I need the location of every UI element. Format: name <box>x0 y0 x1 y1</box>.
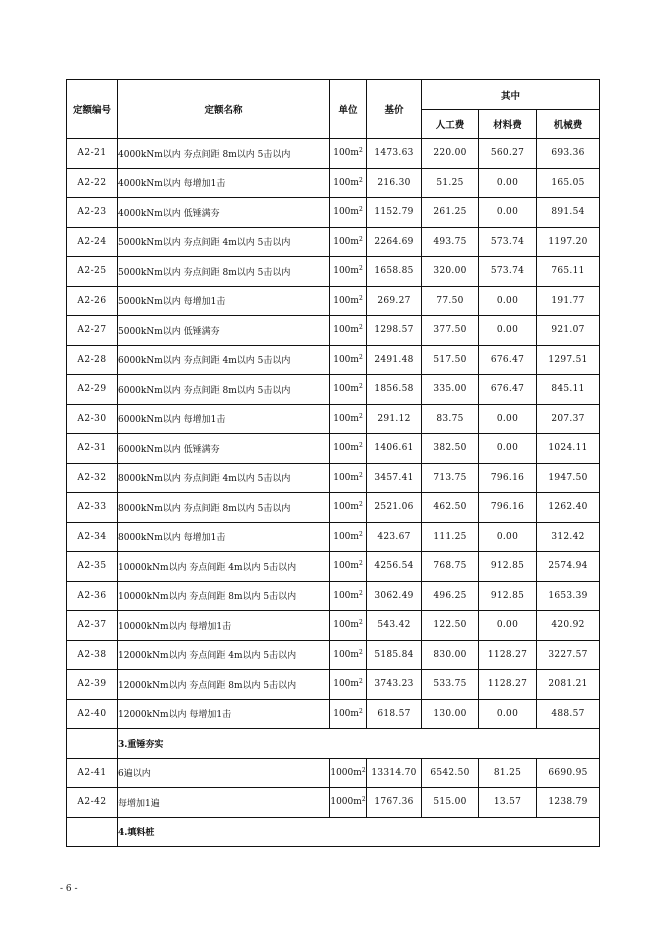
quota-code: A2-37 <box>67 611 118 641</box>
quota-code: A2-28 <box>67 345 118 375</box>
table-row <box>67 611 600 641</box>
unit-cell <box>330 345 367 375</box>
labor-cost: 77.50 <box>422 286 479 316</box>
quota-name: 6遍以内 <box>118 758 330 788</box>
unit-exponent: 2 <box>358 648 363 656</box>
table-row <box>67 463 600 493</box>
machine-cost: 420.92 <box>537 611 600 641</box>
material-cost: 796.16 <box>479 463 537 493</box>
labor-cost: 130.00 <box>422 699 479 729</box>
unit-cell <box>330 552 367 582</box>
unit-cell <box>330 611 367 641</box>
unit-exponent: 2 <box>358 442 363 450</box>
machine-cost: 2574.94 <box>537 552 600 582</box>
table-row <box>67 493 600 523</box>
labor-cost: 51.25 <box>422 168 479 198</box>
unit-exponent: 2 <box>358 324 363 332</box>
unit-value: 1000m <box>330 767 362 778</box>
section-row <box>67 729 600 759</box>
unit-value: 100m <box>333 472 359 483</box>
base-price: 2521.06 <box>367 493 422 523</box>
quota-code: A2-24 <box>67 227 118 257</box>
quota-code: A2-23 <box>67 198 118 228</box>
labor-cost: 111.25 <box>422 522 479 552</box>
base-price: 1298.57 <box>367 316 422 346</box>
table-row <box>67 522 600 552</box>
table-row <box>67 227 600 257</box>
quota-table <box>66 79 600 847</box>
table-row <box>67 345 600 375</box>
unit-cell <box>330 286 367 316</box>
unit-exponent: 2 <box>358 501 363 509</box>
machine-cost: 1297.51 <box>537 345 600 375</box>
base-price: 1152.79 <box>367 198 422 228</box>
unit-value: 100m <box>333 384 359 395</box>
material-cost: 81.25 <box>479 758 537 788</box>
unit-exponent: 2 <box>358 353 363 361</box>
unit-value: 100m <box>333 620 359 631</box>
machine-cost: 207.37 <box>537 404 600 434</box>
machine-cost: 1947.50 <box>537 463 600 493</box>
quota-code: A2-36 <box>67 581 118 611</box>
unit-value: 100m <box>333 590 359 601</box>
base-price: 269.27 <box>367 286 422 316</box>
quota-name: 6000kNm以内 每增加1击 <box>118 404 330 434</box>
unit-cell <box>330 168 367 198</box>
unit-cell <box>330 699 367 729</box>
quota-name: 4000kNm以内 每增加1击 <box>118 168 330 198</box>
unit-value: 100m <box>333 679 359 690</box>
base-price: 3457.41 <box>367 463 422 493</box>
unit-cell <box>330 316 367 346</box>
base-price: 291.12 <box>367 404 422 434</box>
base-price: 618.57 <box>367 699 422 729</box>
unit-exponent: 2 <box>358 206 363 214</box>
machine-cost: 1653.39 <box>537 581 600 611</box>
machine-cost: 891.54 <box>537 198 600 228</box>
machine-cost: 1238.79 <box>537 788 600 818</box>
material-cost: 1128.27 <box>479 640 537 670</box>
unit-value: 100m <box>333 236 359 247</box>
table-row <box>67 699 600 729</box>
quota-code: A2-34 <box>67 522 118 552</box>
unit-exponent: 2 <box>358 707 363 715</box>
table-row <box>67 552 600 582</box>
material-cost: 0.00 <box>479 699 537 729</box>
quota-code: A2-35 <box>67 552 118 582</box>
header-name: 定额名称 <box>118 80 330 139</box>
unit-cell <box>330 640 367 670</box>
machine-cost: 165.05 <box>537 168 600 198</box>
base-price: 1767.36 <box>367 788 422 818</box>
quota-code: A2-39 <box>67 670 118 700</box>
header-base-price: 基价 <box>367 80 422 139</box>
header-unit: 单位 <box>330 80 367 139</box>
material-cost: 0.00 <box>479 611 537 641</box>
unit-cell <box>330 463 367 493</box>
unit-cell <box>330 758 367 788</box>
unit-cell <box>330 198 367 228</box>
material-cost: 676.47 <box>479 375 537 405</box>
quota-code: A2-29 <box>67 375 118 405</box>
quota-code: A2-42 <box>67 788 118 818</box>
quota-name: 12000kNm以内 夯点间距 8m以内 5击以内 <box>118 670 330 700</box>
table-body <box>67 139 600 847</box>
section-title: 3.重锤夯实 <box>118 729 600 759</box>
machine-cost: 693.36 <box>537 139 600 169</box>
table-row <box>67 404 600 434</box>
unit-value: 1000m <box>330 797 362 808</box>
quota-name: 6000kNm以内 低锤满夯 <box>118 434 330 464</box>
material-cost: 796.16 <box>479 493 537 523</box>
labor-cost: 768.75 <box>422 552 479 582</box>
unit-exponent: 2 <box>358 412 363 420</box>
unit-value: 100m <box>333 649 359 660</box>
table-row <box>67 581 600 611</box>
labor-cost: 335.00 <box>422 375 479 405</box>
unit-exponent: 2 <box>358 294 363 302</box>
quota-code: A2-27 <box>67 316 118 346</box>
quota-code: A2-33 <box>67 493 118 523</box>
unit-cell <box>330 375 367 405</box>
material-cost: 573.74 <box>479 227 537 257</box>
header-material: 材料费 <box>479 110 537 139</box>
material-cost: 13.57 <box>479 788 537 818</box>
section-code-cell <box>67 817 118 847</box>
base-price: 4256.54 <box>367 552 422 582</box>
unit-cell <box>330 404 367 434</box>
unit-exponent: 2 <box>361 796 366 804</box>
material-cost: 573.74 <box>479 257 537 287</box>
base-price: 2264.69 <box>367 227 422 257</box>
table-row <box>67 257 600 287</box>
material-cost: 0.00 <box>479 404 537 434</box>
quota-code: A2-22 <box>67 168 118 198</box>
quota-name: 10000kNm以内 夯点间距 4m以内 5击以内 <box>118 552 330 582</box>
unit-value: 100m <box>333 148 359 159</box>
base-price: 3743.23 <box>367 670 422 700</box>
base-price: 13314.70 <box>367 758 422 788</box>
unit-value: 100m <box>333 354 359 365</box>
unit-cell <box>330 788 367 818</box>
unit-value: 100m <box>333 295 359 306</box>
header-machine: 机械费 <box>537 110 600 139</box>
unit-exponent: 2 <box>358 678 363 686</box>
quota-name: 5000kNm以内 夯点间距 8m以内 5击以内 <box>118 257 330 287</box>
labor-cost: 493.75 <box>422 227 479 257</box>
base-price: 216.30 <box>367 168 422 198</box>
base-price: 5185.84 <box>367 640 422 670</box>
labor-cost: 517.50 <box>422 345 479 375</box>
table-row <box>67 168 600 198</box>
unit-cell <box>330 257 367 287</box>
material-cost: 0.00 <box>479 316 537 346</box>
page-number: - 6 - <box>60 884 78 894</box>
machine-cost: 765.11 <box>537 257 600 287</box>
quota-code: A2-40 <box>67 699 118 729</box>
unit-cell <box>330 493 367 523</box>
unit-exponent: 2 <box>358 471 363 479</box>
base-price: 3062.49 <box>367 581 422 611</box>
labor-cost: 377.50 <box>422 316 479 346</box>
quota-name: 12000kNm以内 夯点间距 4m以内 5击以内 <box>118 640 330 670</box>
unit-value: 100m <box>333 177 359 188</box>
header-labor: 人工费 <box>422 110 479 139</box>
unit-exponent: 2 <box>358 235 363 243</box>
unit-cell <box>330 227 367 257</box>
material-cost: 676.47 <box>479 345 537 375</box>
quota-name: 10000kNm以内 夯点间距 8m以内 5击以内 <box>118 581 330 611</box>
base-price: 1406.61 <box>367 434 422 464</box>
labor-cost: 830.00 <box>422 640 479 670</box>
material-cost: 0.00 <box>479 286 537 316</box>
table-row <box>67 286 600 316</box>
material-cost: 0.00 <box>479 434 537 464</box>
base-price: 1473.63 <box>367 139 422 169</box>
quota-name: 12000kNm以内 每增加1击 <box>118 699 330 729</box>
section-title: 4.填料桩 <box>118 817 600 847</box>
base-price: 423.67 <box>367 522 422 552</box>
unit-cell <box>330 434 367 464</box>
machine-cost: 845.11 <box>537 375 600 405</box>
labor-cost: 382.50 <box>422 434 479 464</box>
quota-name: 8000kNm以内 夯点间距 4m以内 5击以内 <box>118 463 330 493</box>
unit-value: 100m <box>333 561 359 572</box>
machine-cost: 1024.11 <box>537 434 600 464</box>
unit-value: 100m <box>333 266 359 277</box>
material-cost: 912.85 <box>479 581 537 611</box>
quota-code: A2-31 <box>67 434 118 464</box>
quota-code: A2-21 <box>67 139 118 169</box>
machine-cost: 312.42 <box>537 522 600 552</box>
base-price: 2491.48 <box>367 345 422 375</box>
section-row <box>67 817 600 847</box>
machine-cost: 488.57 <box>537 699 600 729</box>
machine-cost: 1262.40 <box>537 493 600 523</box>
unit-cell <box>330 522 367 552</box>
unit-exponent: 2 <box>358 530 363 538</box>
labor-cost: 533.75 <box>422 670 479 700</box>
table-row <box>67 434 600 464</box>
labor-cost: 6542.50 <box>422 758 479 788</box>
labor-cost: 515.00 <box>422 788 479 818</box>
base-price: 1658.85 <box>367 257 422 287</box>
material-cost: 912.85 <box>479 552 537 582</box>
quota-name: 4000kNm以内 夯点间距 8m以内 5击以内 <box>118 139 330 169</box>
machine-cost: 6690.95 <box>537 758 600 788</box>
machine-cost: 1197.20 <box>537 227 600 257</box>
labor-cost: 462.50 <box>422 493 479 523</box>
labor-cost: 122.50 <box>422 611 479 641</box>
machine-cost: 191.77 <box>537 286 600 316</box>
table-row <box>67 316 600 346</box>
quota-name: 每增加1遍 <box>118 788 330 818</box>
unit-exponent: 2 <box>361 766 366 774</box>
material-cost: 560.27 <box>479 139 537 169</box>
unit-value: 100m <box>333 531 359 542</box>
quota-code: A2-38 <box>67 640 118 670</box>
section-code-cell <box>67 729 118 759</box>
table-row <box>67 670 600 700</box>
quota-name: 5000kNm以内 低锤满夯 <box>118 316 330 346</box>
table-row <box>67 198 600 228</box>
unit-value: 100m <box>333 413 359 424</box>
quota-name: 8000kNm以内 每增加1击 <box>118 522 330 552</box>
header-code: 定额编号 <box>67 80 118 139</box>
quota-name: 8000kNm以内 夯点间距 8m以内 5击以内 <box>118 493 330 523</box>
quota-code: A2-30 <box>67 404 118 434</box>
labor-cost: 261.25 <box>422 198 479 228</box>
header-group: 其中 <box>422 80 600 110</box>
material-cost: 1128.27 <box>479 670 537 700</box>
quota-name: 6000kNm以内 夯点间距 4m以内 5击以内 <box>118 345 330 375</box>
unit-exponent: 2 <box>358 560 363 568</box>
quota-name: 6000kNm以内 夯点间距 8m以内 5击以内 <box>118 375 330 405</box>
quota-name: 5000kNm以内 每增加1击 <box>118 286 330 316</box>
unit-cell <box>330 581 367 611</box>
unit-exponent: 2 <box>358 619 363 627</box>
machine-cost: 3227.57 <box>537 640 600 670</box>
table-row <box>67 758 600 788</box>
labor-cost: 320.00 <box>422 257 479 287</box>
unit-value: 100m <box>333 443 359 454</box>
quota-code: A2-41 <box>67 758 118 788</box>
unit-exponent: 2 <box>358 176 363 184</box>
quota-name: 4000kNm以内 低锤满夯 <box>118 198 330 228</box>
base-price: 543.42 <box>367 611 422 641</box>
quota-code: A2-25 <box>67 257 118 287</box>
labor-cost: 713.75 <box>422 463 479 493</box>
material-cost: 0.00 <box>479 168 537 198</box>
quota-code: A2-26 <box>67 286 118 316</box>
table-row <box>67 375 600 405</box>
unit-value: 100m <box>333 708 359 719</box>
table-row <box>67 139 600 169</box>
labor-cost: 83.75 <box>422 404 479 434</box>
quota-name: 10000kNm以内 每增加1击 <box>118 611 330 641</box>
quota-code: A2-32 <box>67 463 118 493</box>
quota-name: 5000kNm以内 夯点间距 4m以内 5击以内 <box>118 227 330 257</box>
material-cost: 0.00 <box>479 522 537 552</box>
unit-value: 100m <box>333 325 359 336</box>
table-row <box>67 788 600 818</box>
unit-exponent: 2 <box>358 147 363 155</box>
unit-exponent: 2 <box>358 589 363 597</box>
unit-value: 100m <box>333 207 359 218</box>
material-cost: 0.00 <box>479 198 537 228</box>
unit-value: 100m <box>333 502 359 513</box>
machine-cost: 2081.21 <box>537 670 600 700</box>
unit-exponent: 2 <box>358 383 363 391</box>
machine-cost: 921.07 <box>537 316 600 346</box>
unit-cell <box>330 670 367 700</box>
base-price: 1856.58 <box>367 375 422 405</box>
labor-cost: 496.25 <box>422 581 479 611</box>
labor-cost: 220.00 <box>422 139 479 169</box>
unit-exponent: 2 <box>358 265 363 273</box>
unit-cell <box>330 139 367 169</box>
table-row <box>67 640 600 670</box>
